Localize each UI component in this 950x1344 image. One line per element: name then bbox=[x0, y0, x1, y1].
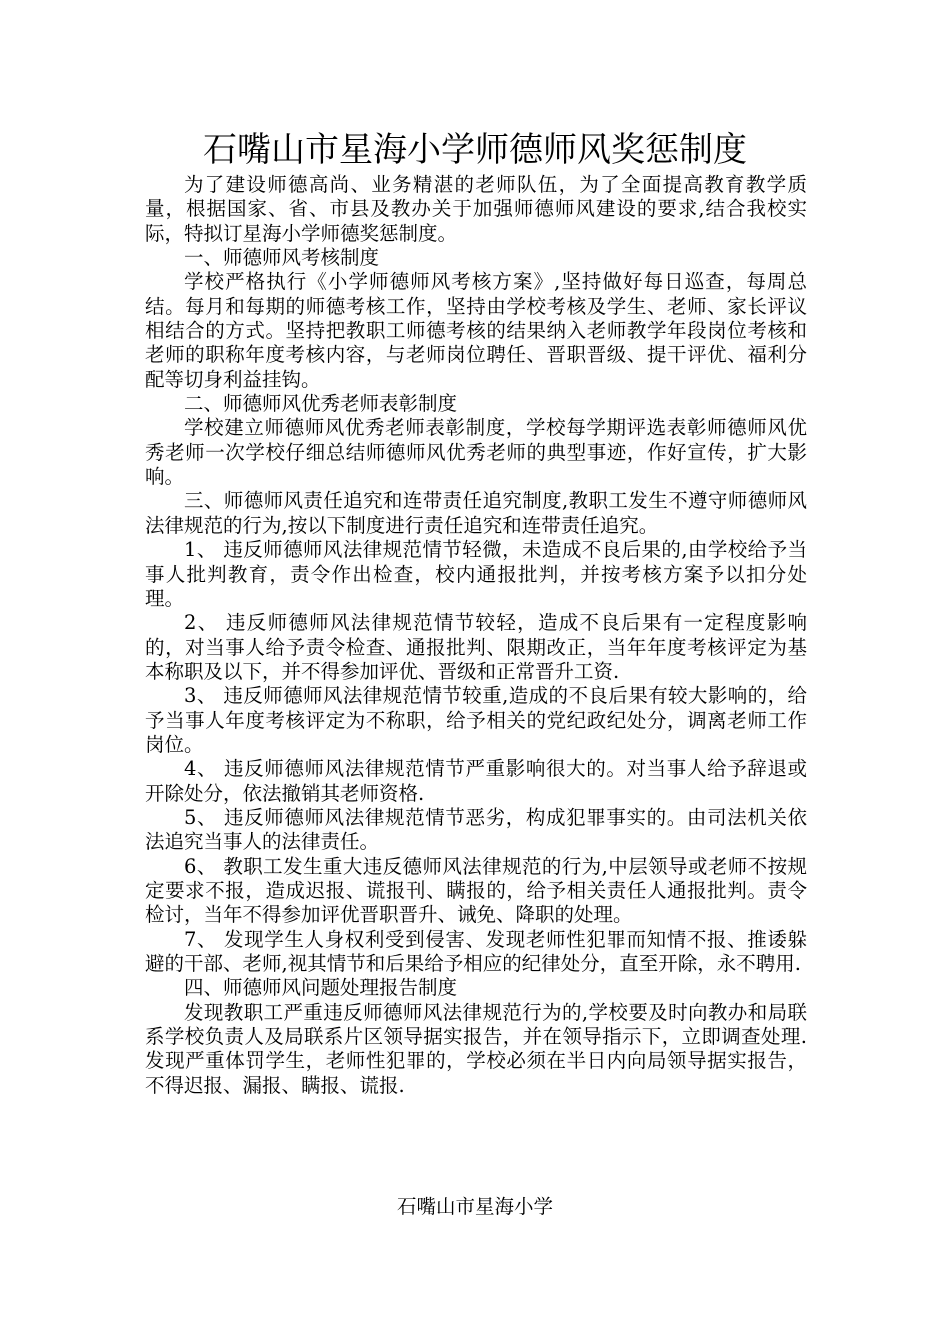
intro-paragraph: 为了建设师德高尚、业务精湛的老师队伍，为了全面提高教育教学质量，根据国家、省、市县及教办关于加强师德师风建设的要求,结合我校实际，特拟订星海小学师德奖惩制度。 bbox=[145, 173, 807, 245]
list-item: 7、 发现学生人身权利受到侵害、发现老师性犯罪而知情不报、推诿躲避的干部、老师,视其情节和后果给予相应的纪律处分，直至开除，永不聘用. bbox=[145, 927, 807, 975]
list-item: 2、 违反师德师风法律规范情节较轻，造成不良后果有一定程度影响的，对当事人给予责令检查、通报批判、限期改正，当年年度考核评定为基本称职及以下，并不得参加评优、晋级和正常晋升工资. bbox=[145, 611, 807, 683]
section-heading-3: 三、师德师风责任追究和连带责任追究制度,教职工发生不遵守师德师风法律规范的行为,按以下制度进行责任追究和连带责任追究。 bbox=[145, 489, 807, 537]
section-heading-2: 二、师德师风优秀老师表彰制度 bbox=[184, 392, 458, 416]
list-item: 6、 教职工发生重大违反德师风法律规范的行为,中层领导或老师不按规定要求不报，造成迟报、谎报刊、瞒报的，给予相关责任人通报批判。责令检讨，当年不得参加评优晋职晋升、诫免、降职的处理。 bbox=[145, 854, 807, 927]
list-item: 3、 违反师德师风法律规范情节较重,造成的不良后果有较大影响的，给予当事人年度考核评定为不称职，给予相关的党纪政纪处分，调离老师工作岗位。 bbox=[145, 684, 807, 756]
section-paragraph: 学校严格执行《小学师德师风考核方案》,坚持做好每日巡查，每周总结。每月和每期的师德考核工作，坚持由学校考核及学生、老师、家长评议相结合的方式。坚持把教职工师德考核的结果纳入老师教学年段岗位考核和老师的职称年度考核内容，与老师岗位聘任、晋职晋级、提干评优、福利分配等切身利益挂钩。 bbox=[145, 270, 807, 391]
document-body bbox=[145, 173, 807, 1098]
signature: 石嘴山市星海小学 bbox=[396, 1195, 553, 1218]
section-paragraph: 学校建立师德师风优秀老师表彰制度，学校每学期评选表彰师德师风优秀老师一次学校仔细总结师德师风优秀老师的典型事迹，作好宣传，扩大影响。 bbox=[145, 416, 807, 489]
list-item: 4、 违反师德师风法律规范情节严重影响很大的。对当事人给予辞退或开除处分，依法撤销其老师资格. bbox=[145, 757, 807, 805]
list-item: 5、 违反师德师风法律规范情节恶劣，构成犯罪事实的。由司法机关依法追究当事人的法律责任。 bbox=[145, 805, 807, 854]
section-heading-1: 一、师德师风考核制度 bbox=[184, 246, 380, 270]
list-item: 1、 违反师德师风法律规范情节轻微，未造成不良后果的,由学校给予当事人批判教育，责令作出检查，校内通报批判，并按考核方案予以扣分处理。 bbox=[145, 538, 807, 610]
section-paragraph: 发现教职工严重违反师德师风法律规范行为的,学校要及时向教办和局联系学校负责人及局联系片区领导据实报告，并在领导指示下，立即调查处理.发现严重体罚学生，老师性犯罪的，学校必须在半日内向局领导据实报告，不得迟报、漏报、瞒报、谎报. bbox=[145, 1000, 807, 1097]
section-heading-4: 四、师德师风问题处理报告制度 bbox=[184, 976, 458, 1000]
document-title: 石嘴山市星海小学师德师风奖惩制度 bbox=[203, 130, 747, 170]
